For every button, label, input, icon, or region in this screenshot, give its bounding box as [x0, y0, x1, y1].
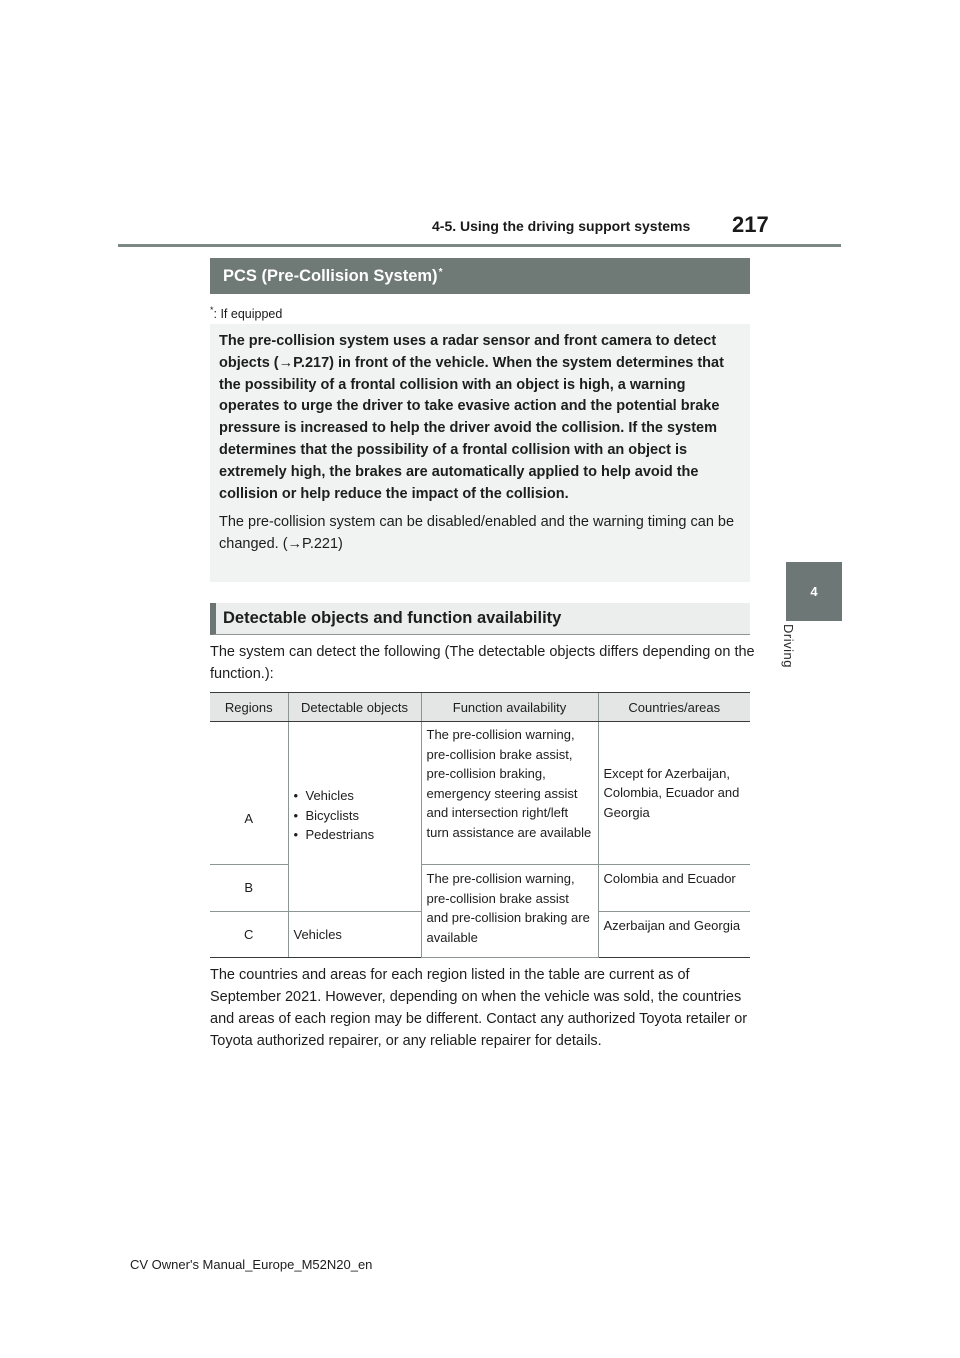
objects-a-b [288, 722, 421, 912]
chapter-number: 4 [810, 584, 818, 599]
objects-list [294, 786, 416, 845]
intro-normal-text: The pre-collision system can be disabled/enabled and the warning timing can be changed. (→P.221) [219, 514, 735, 553]
chapter-tab [786, 562, 842, 621]
detectable-objects-table [210, 692, 750, 958]
regions-note-paragraph: The countries and areas for each region listed in the table are current as of September 2021. However, depending on when the vehicle was sold, the countries and areas of each region may be different. Contact any authorized Toyota retailer or Toyota authorized repairer, or any reliable repairer for details. [210, 967, 748, 1049]
intro-bold-text: The pre-collision system uses a radar sensor and front camera to detect objects (→P.217) in front of the vehicle. When the system determines that the possibility of a frontal collision with an object is high, a warning operates to urge the driver to take evasive action and the potential brake pressure is increased to help the driver avoid the collision. If the system determines that the possibility of a frontal collision with an object is extremely high, the brakes are automatically applied to help avoid the collision or help reduce the impact of the collision. [219, 333, 724, 502]
region-c: C [210, 912, 288, 958]
section-title: 4-5. Using the driving support systems [432, 218, 691, 234]
header-rule [118, 244, 841, 247]
chapter-label-text: Driving [781, 624, 796, 668]
footnote [210, 305, 282, 321]
pcs-heading [210, 258, 750, 294]
list-item: • Bicyclists [294, 806, 416, 826]
table-row [210, 722, 750, 865]
header-function-availability: Function availability [421, 693, 598, 722]
pcs-heading-mark: * [438, 266, 443, 278]
pcs-heading-text: PCS (Pre-Collision System) [223, 266, 438, 285]
countries-a: Except for Azerbaijan, Colombia, Ecuador and Georgia [598, 722, 750, 865]
detectable-heading [210, 603, 750, 635]
countries-c: Azerbaijan and Georgia [598, 912, 750, 958]
table-header-row [210, 693, 750, 722]
page-number: 217 [732, 212, 769, 237]
region-a-label: A [244, 811, 254, 827]
header-detectable-objects: Detectable objects [288, 693, 421, 722]
detectable-intro-paragraph: The system can detect the following (The detectable objects differs depending on the function.): [210, 644, 755, 682]
objects-c: Vehicles [288, 912, 421, 958]
detectable-heading-text: Detectable objects and function availability [223, 609, 562, 627]
chapter-label [781, 624, 805, 694]
function-a: The pre-collision warning, pre-collision brake assist, pre-collision braking, emergency steering assist and intersection right/left turn assistance are available [421, 722, 598, 865]
region-b: B [210, 865, 288, 912]
footnote-text: : If equipped [213, 307, 283, 322]
region-a [210, 722, 288, 865]
function-b-c: The pre-collision warning, pre-collision brake assist and pre-collision braking are available [421, 865, 598, 958]
intro-box [210, 324, 750, 582]
list-item: • Pedestrians [294, 825, 416, 845]
list-item: • Vehicles [294, 786, 416, 806]
header-countries-areas: Countries/areas [598, 693, 750, 722]
header-regions: Regions [210, 693, 288, 722]
footnote-mark: * [210, 305, 214, 315]
footer-text: CV Owner's Manual_Europe_M52N20_en [130, 1257, 373, 1272]
countries-b: Colombia and Ecuador [598, 865, 750, 912]
